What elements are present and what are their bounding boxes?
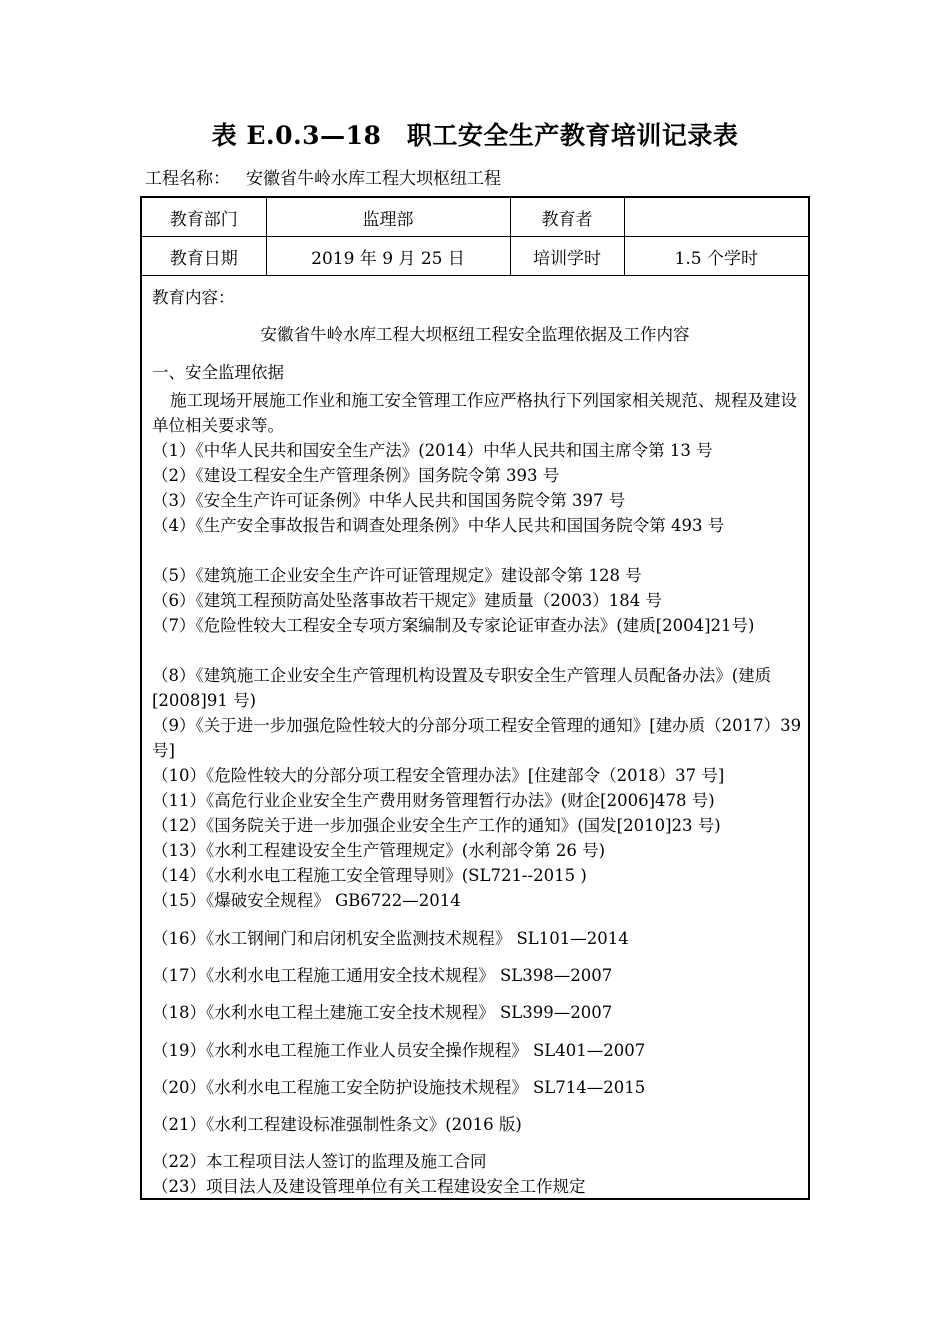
project-name-line	[145, 164, 501, 189]
page-title: 表 E.0.3—18 职工安全生产教育培训记录表	[211, 121, 739, 150]
basis-item: （22）本工程项目法人签订的监理及施工合同	[152, 1152, 487, 1171]
header-table	[142, 198, 808, 276]
project-name-label: 工程名称：	[145, 169, 230, 189]
date-value: 2019 年 9 月 25 日	[266, 237, 510, 276]
header-row-1	[142, 198, 808, 237]
basis-item: （3）《安全生产许可证条例》中华人民共和国国务院令第 397 号	[152, 491, 626, 510]
basis-item: （21）《水利工程建设标准强制性条文》(2016 版)	[152, 1115, 522, 1134]
basis-item: （23）项目法人及建设管理单位有关工程建设安全工作规定	[152, 1177, 586, 1196]
date-label: 教育日期	[142, 237, 266, 276]
basis-item: （5）《建筑施工企业安全生产许可证管理规定》建设部令第 128 号	[152, 566, 642, 585]
dept-label: 教育部门	[142, 198, 266, 237]
intro-paragraph: 施工现场开展施工作业和施工安全管理工作应严格执行下列国家相关规范、规程及建设单位相关要求等。	[152, 391, 797, 435]
basis-item: （9）《关于进一步加强危险性较大的分部分项工程安全管理的通知》[建办质（2017）39 号]	[152, 716, 802, 760]
basis-item: （11）《高危行业企业安全生产费用财务管理暂行办法》(财企[2006]478 号)	[152, 791, 715, 810]
header-row-2	[142, 237, 808, 276]
educator-value	[624, 198, 808, 237]
basis-item: （19）《水利水电工程施工作业人员安全操作规程》 SL401—2007	[152, 1041, 646, 1060]
educator-label: 教育者	[510, 198, 624, 237]
basis-item: （15）《爆破安全规程》 GB6722—2014	[152, 891, 461, 910]
basis-item: （8）《建筑施工企业安全生产管理机构设置及专职安全生产管理人员配备办法》(建质[2008]91 号)	[152, 666, 772, 710]
basis-item: （14）《水利水电工程施工安全管理导则》(SL721--2015 )	[152, 866, 587, 885]
content-subtitle: 安徽省牛岭水库工程大坝枢纽工程安全监理依据及工作内容	[260, 325, 690, 344]
basis-item: （10）《危险性较大的分部分项工程安全管理办法》[住建部令（2018）37 号]	[152, 766, 725, 785]
basis-item: （4）《生产安全事故报告和调查处理条例》中华人民共和国国务院令第 493 号	[152, 516, 725, 535]
basis-item: （18）《水利水电工程土建施工安全技术规程》 SL399—2007	[152, 1003, 613, 1022]
basis-item: （16）《水工钢闸门和启闭机安全监测技术规程》 SL101—2014	[152, 929, 629, 948]
hours-value: 1.5 个学时	[624, 237, 808, 276]
hours-label: 培训学时	[510, 237, 624, 276]
basis-item: （2）《建设工程安全生产管理条例》国务院令第 393 号	[152, 466, 560, 485]
basis-item: （17）《水利水电工程施工通用安全技术规程》 SL398—2007	[152, 966, 613, 985]
dept-value: 监理部	[266, 198, 510, 237]
basis-item: （12）《国务院关于进一步加强企业安全生产工作的通知》(国发[2010]23 号)	[152, 816, 721, 835]
basis-item: （6）《建筑工程预防高处坠落事故若干规定》建质量（2003）184 号	[152, 591, 662, 610]
basis-item: （7）《危险性较大工程安全专项方案编制及专家论证审查办法》(建质[2004]21号)	[152, 616, 755, 635]
basis-item: （1）《中华人民共和国安全生产法》(2014）中华人民共和国主席令第 13 号	[152, 441, 713, 460]
project-name-value: 安徽省牛岭水库工程大坝枢纽工程	[246, 169, 501, 189]
training-record-form	[140, 196, 810, 1200]
content-label: 教育内容：	[152, 288, 235, 307]
basis-item: （13）《水利工程建设安全生产管理规定》(水利部令第 26 号)	[152, 841, 606, 860]
basis-item: （20）《水利水电工程施工安全防护设施技术规程》 SL714—2015	[152, 1078, 646, 1097]
section-heading: 一、安全监理依据	[152, 363, 284, 382]
